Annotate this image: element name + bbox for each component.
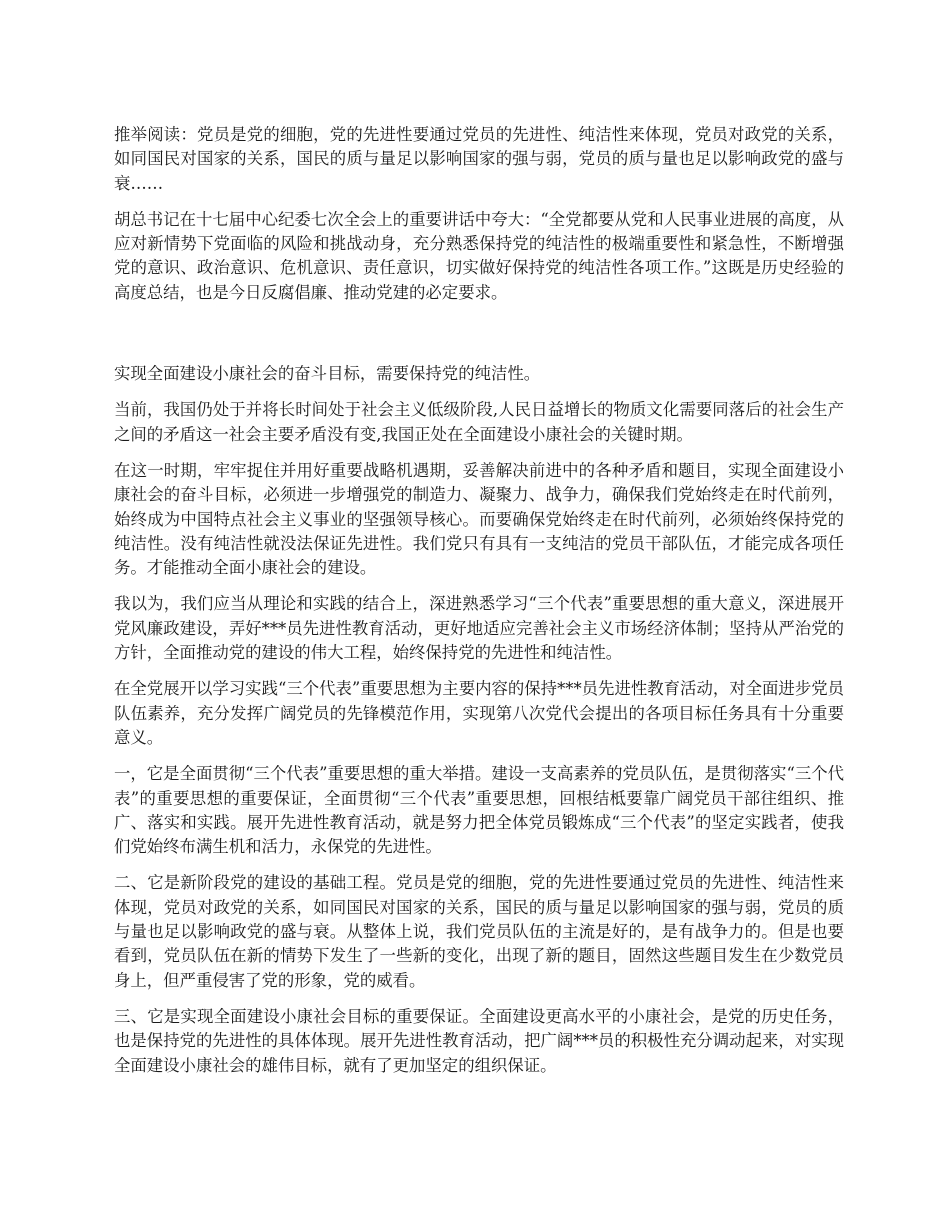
- section-spacer: [114, 317, 844, 362]
- paragraph-this-period: 在这一时期，牢牢捉住并用好重要战略机遇期，妥善解决前进中的各种矛盾和题目，实现全面建设小康社会的奋斗目标，必须进一步增强党的制造力、凝聚力、战争力，确保我们党始终走在时代前列，始终成为中国特点社会主义事业的坚强领导核心。而要确保党始终走在时代前列，必须始终保持党的纯洁性。没有纯洁性就没法保证先进性。我们党只有具有一支纯洁的党员干部队伍，才能完成各项任务。才能推动全面小康社会的建设。: [114, 460, 844, 578]
- document-body: [114, 123, 844, 1090]
- paragraph-recommended-reading: 推举阅读：党员是党的细胞，党的先进性要通过党员的先进性、纯洁性来体现，党员对政党的关系，如同国民对国家的关系，国民的质与量足以影响国家的强与弱，党员的质与量也足以影响政党的盛与衰……: [114, 125, 844, 193]
- paragraph-current-stage: 当前，我国仍处于并将长时间处于社会主义低级阶段,人民日益增长的物质文化需要同落后的社会生产之间的矛盾这一社会主要矛盾没有变,我国正处在全面建设小康社会的关键时期。: [114, 400, 844, 444]
- paragraph-section-heading: 实现全面建设小康社会的奋斗目标，需要保持党的纯洁性。: [114, 364, 541, 384]
- paragraph-point-one: 一，它是全面贯彻“三个代表”重要思想的重大举措。建设一支高素养的党员队伍，是贯彻落实“三个代表”的重要思想的重要保证，全面贯彻“三个代表”重要思想，回根结柢要靠广阔党员干部往组织、推广、落实和实践。展开先进性教育活动，就是努力把全体党员锻炼成“三个代表”的坚定实践者，使我们党始终布满生机和活力，永保党的先进性。: [114, 764, 844, 857]
- paragraph-speech-quote: 胡总书记在十七届中心纪委七次全会上的重要讲话中夸大：“全党都要从党和人民事业进展的高度，从应对新情势下党面临的风险和挑战动身，充分熟悉保持党的纯洁性的极端重要性和紧急性，不断增强党的意识、政治意识、危机意识、责任意识，切实做好保持党的纯洁性各项工作。”这既是历史经验的高度总结，也是今日反腐倡廉、推动党建的必定要求。: [114, 209, 844, 302]
- paragraph-education-activity: 在全党展开以学习实践“三个代表”重要思想为主要内容的保持***员先进性教育活动，对全面进步党员队伍素养，充分发挥广阔党员的先锋模范作用，实现第八次党代会提出的各项目标任务具有十分重要意义。: [114, 679, 844, 747]
- paragraph-point-three: 三、它是实现全面建设小康社会目标的重要保证。全面建设更高水平的小康社会，是党的历史任务，也是保持党的先进性的具体体现。展开先进性教育活动，把广阔***员的积极性充分调动起来，对实现全面建设小康社会的雄伟目标，就有了更加坚定的组织保证。: [114, 1006, 844, 1075]
- paragraph-point-two: 二、它是新阶段党的建设的基础工程。党员是党的细胞，党的先进性要通过党员的先进性、纯洁性来体现，党员对政党的关系，如同国民对国家的关系，国民的质与量足以影响国家的强与弱，党员的质与量也足以影响政党的盛与衰。从整体上说，我们党员队伍的主流是好的，是有战争力的。但是也要看到，党员队伍在新的情势下发生了一些新的变化，出现了新的题目，固然这些题目发生在少数党员身上，但严重侵害了党的形象，党的威看。: [114, 873, 844, 990]
- paragraph-opinion: 我以为，我们应当从理论和实践的结合上，深进熟悉学习“三个代表”重要思想的重大意义，深进展开党风廉政建设，弄好***员先进性教育活动，更好地适应完善社会主义市场经济体制；坚持从严治党的方针，全面推动党的建设的伟大工程，始终保持党的先进性和纯洁性。: [114, 594, 844, 663]
